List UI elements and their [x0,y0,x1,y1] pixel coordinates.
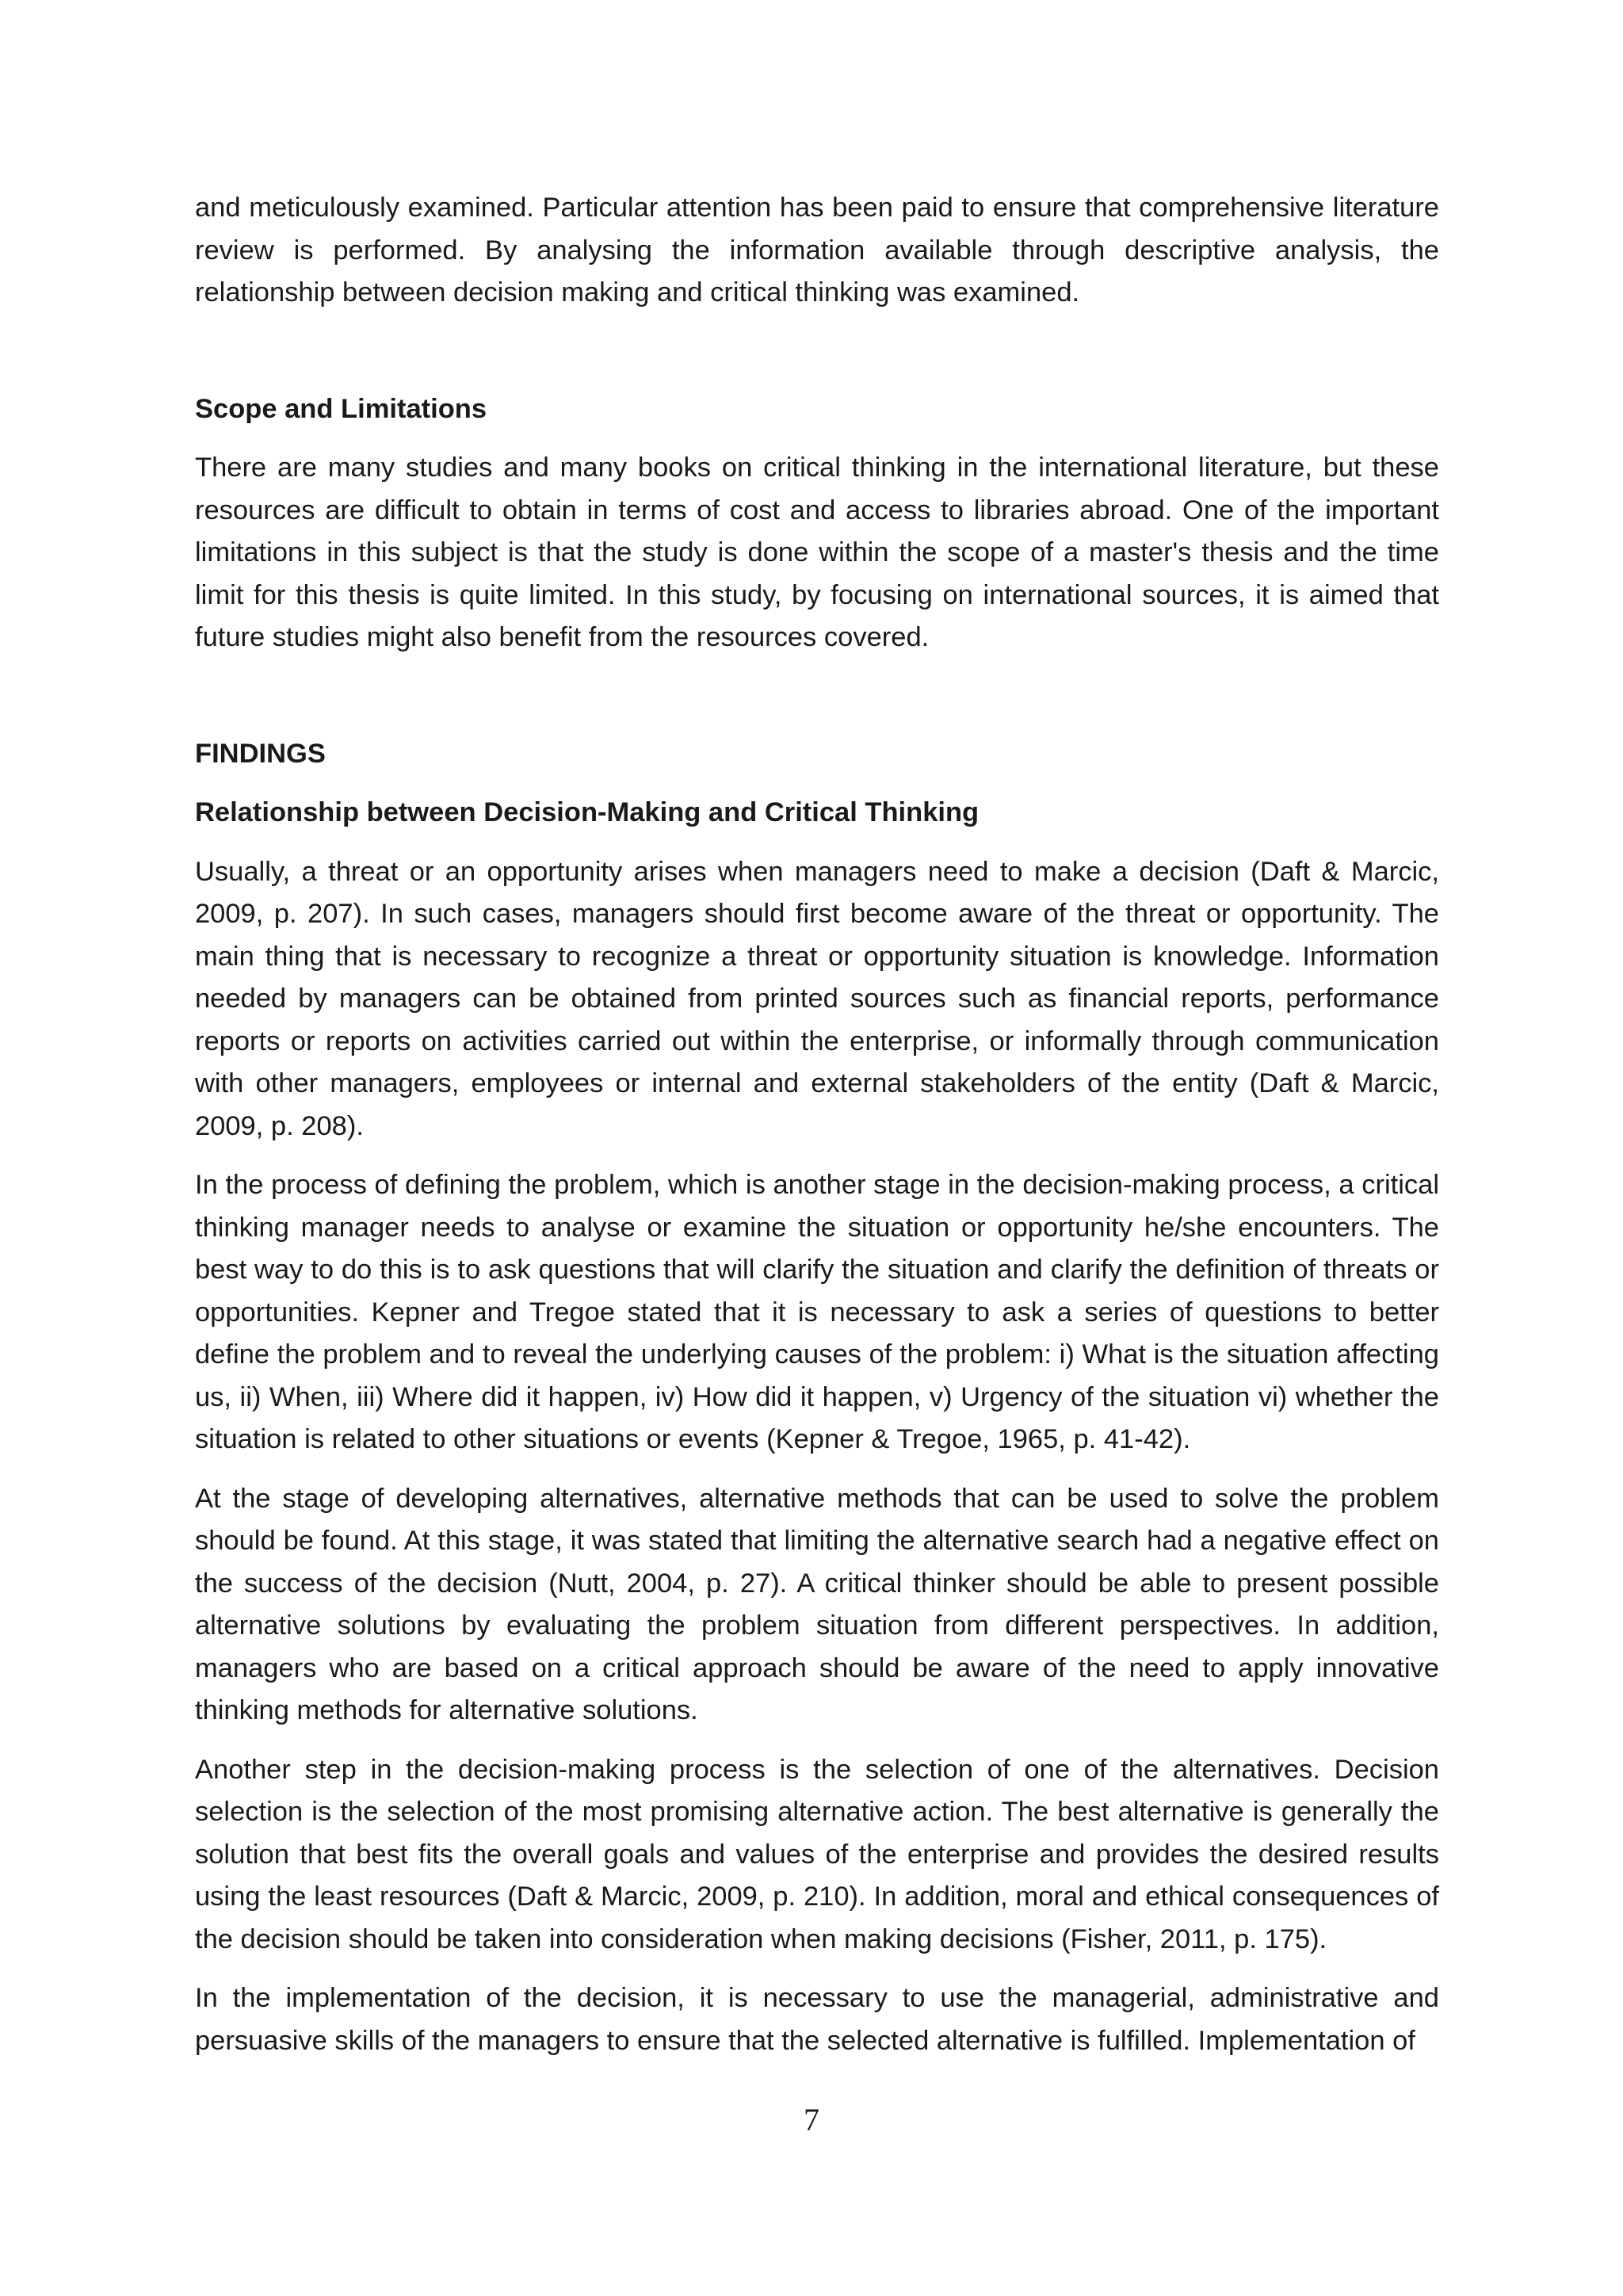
page-number: 7 [804,2102,819,2137]
body-paragraph: At the stage of developing alternatives, alternative methods that can be used to solve the problem should be found. At this stage, it was stated that limiting the alternative search had a negative effect on the success of the decision (Nutt, 2004, p. 27). A critical thinker should be able to present possible alternative solutions by evaluating the problem situation from different perspectives. In addition, managers who are based on a critical approach should be aware of the need to apply innovative thinking methods for alternative solutions. [195,1483,1439,1725]
intro-paragraph: and meticulously examined. Particular attention has been paid to ensure that comprehensive literature review is performed. By analysing the information available through descriptive analysis, the relationship between decision making and critical thinking was examined. [195,193,1439,308]
document-page [195,187,1439,2062]
scope-paragraph: There are many studies and many books on critical thinking in the international literature, but these resources are difficult to obtain in terms of cost and access to libraries abroad. One of the important limitations in this subject is that the study is done within the scope of a master's thesis and the time limit for this thesis is quite limited. In this study, by focusing on international sources, it is aimed that future studies might also benefit from the resources covered. [195,453,1439,652]
scope-heading: Scope and Limitations [195,393,487,424]
body-paragraph: In the implementation of the decision, it is necessary to use the managerial, administrative and persuasive skills of the managers to ensure that the selected alternative is fulfilled. Implementation of [195,1983,1439,2056]
body-paragraph: Another step in the decision-making process is the selection of one of the alternatives. Decision selection is the selection of the most promising alternative action. The best alternative is generally the solution that best fits the overall goals and values of the enterprise and provides the desired results using the least resources (Daft & Marcic, 2009, p. 210). In addition, moral and ethical consequences of the decision should be taken into consideration when making decisions (Fisher, 2011, p. 175). [195,1754,1439,1954]
body-paragraph: Usually, a threat or an opportunity arises when managers need to make a decision (Daft & Marcic, 2009, p. 207). In such cases, managers should first become aware of the threat or opportunity. The main thing that is necessary to recognize a threat or opportunity situation is knowledge. Information needed by managers can be obtained from printed sources such as financial reports, performance reports or reports on activities carried out within the enterprise, or informally through communication with other managers, employees or internal and external stakeholders of the entity (Daft & Marcic, 2009, p. 208). [195,856,1439,1141]
relationship-heading: Relationship between Decision-Making and Critical Thinking [195,797,980,827]
body-paragraph: In the process of defining the problem, which is another stage in the decision-making process, a critical thinking manager needs to analyse or examine the situation or opportunity he/she encounters. The best way to do this is to ask questions that will clarify the situation and clarify the definition of threats or opportunities. Kepner and Tregoe stated that it is necessary to ask a series of questions to better define the problem and to reveal the underlying causes of the problem: i) What is the situation affecting us, ii) When, iii) Where did it happen, iv) How did it happen, v) Urgency of the situation vi) whether the situation is related to other situations or events (Kepner & Tregoe, 1965, p. 41-42). [195,1170,1439,1454]
findings-heading: FINDINGS [195,738,326,769]
